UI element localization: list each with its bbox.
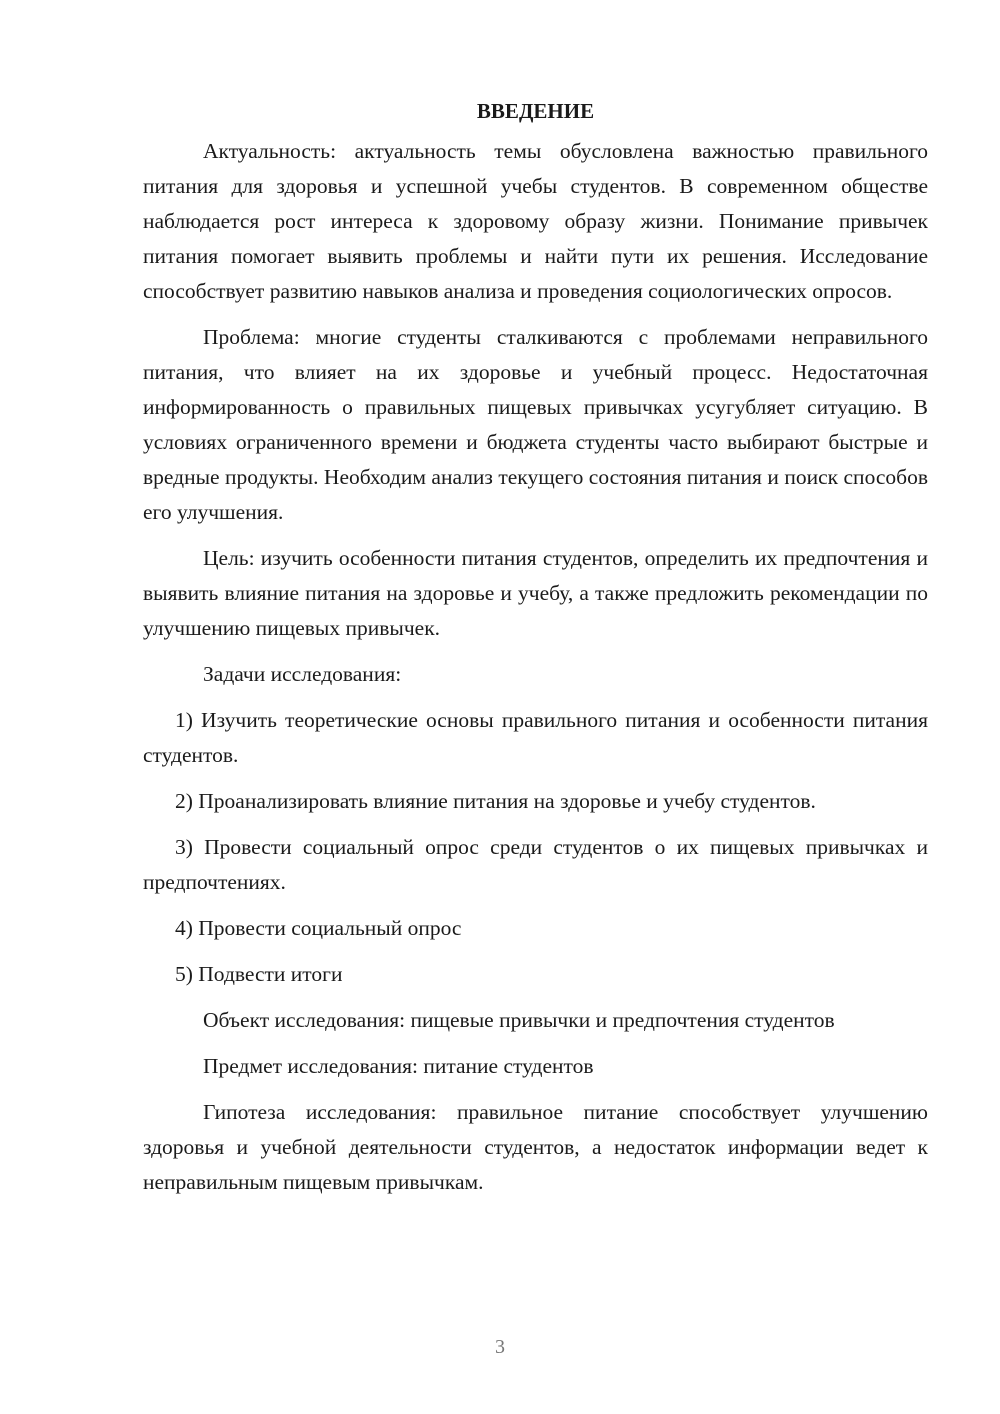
paragraph-relevance: Актуальность: актуальность темы обусловлена важностью правильного питания для здоровья и успешной учебы студентов. В современном обществе наблюдается рост интереса к здоровому образу жизни. Понимание привычек питания помогает выявить проблемы и найти пути их решения. Исследование способствует развитию навыков анализа и проведения социологических опросов.	[143, 139, 928, 303]
task-item-2: 2) Проанализировать влияние питания на здоровье и учебу студентов.	[175, 789, 816, 813]
task-item-5: 5) Подвести итоги	[175, 962, 343, 986]
task-item-1: 1) Изучить теоретические основы правильного питания и особенности питания студентов.	[143, 708, 928, 767]
tasks-heading: Задачи исследования:	[203, 662, 402, 686]
paragraph-object: Объект исследования: пищевые привычки и предпочтения студентов	[203, 1008, 835, 1032]
section-title: ВВЕДЕНИЕ	[476, 99, 595, 123]
paragraph-problem: Проблема: многие студенты сталкиваются с проблемами неправильного питания, что влияет на их здоровье и учебный процесс. Недостаточная информированность о правильных пищевых привычках усугубляет ситуацию. В условиях ограниченного времени и бюджета студенты часто выбирают быстрые и вредные продукты. Необходим анализ текущего состояния питания и поиск способов его улучшения.	[143, 325, 928, 524]
paragraph-hypothesis: Гипотеза исследования: правильное питание способствует улучшению здоровья и учебной деятельности студентов, а недостаток информации ведет к неправильным пищевым привычкам.	[143, 1100, 928, 1194]
task-item-4: 4) Провести социальный опрос	[175, 916, 462, 940]
paragraph-goal: Цель: изучить особенности питания студентов, определить их предпочтения и выявить влияние питания на здоровье и учебу, а также предложить рекомендации по улучшению пищевых привычек.	[143, 546, 928, 640]
task-item-3: 3) Провести социальный опрос среди студентов о их пищевых привычках и предпочтениях.	[143, 835, 928, 894]
paragraph-subject: Предмет исследования: питание студентов	[203, 1054, 594, 1078]
document-page	[143, 96, 928, 1211]
page-number: 3	[495, 1336, 505, 1358]
